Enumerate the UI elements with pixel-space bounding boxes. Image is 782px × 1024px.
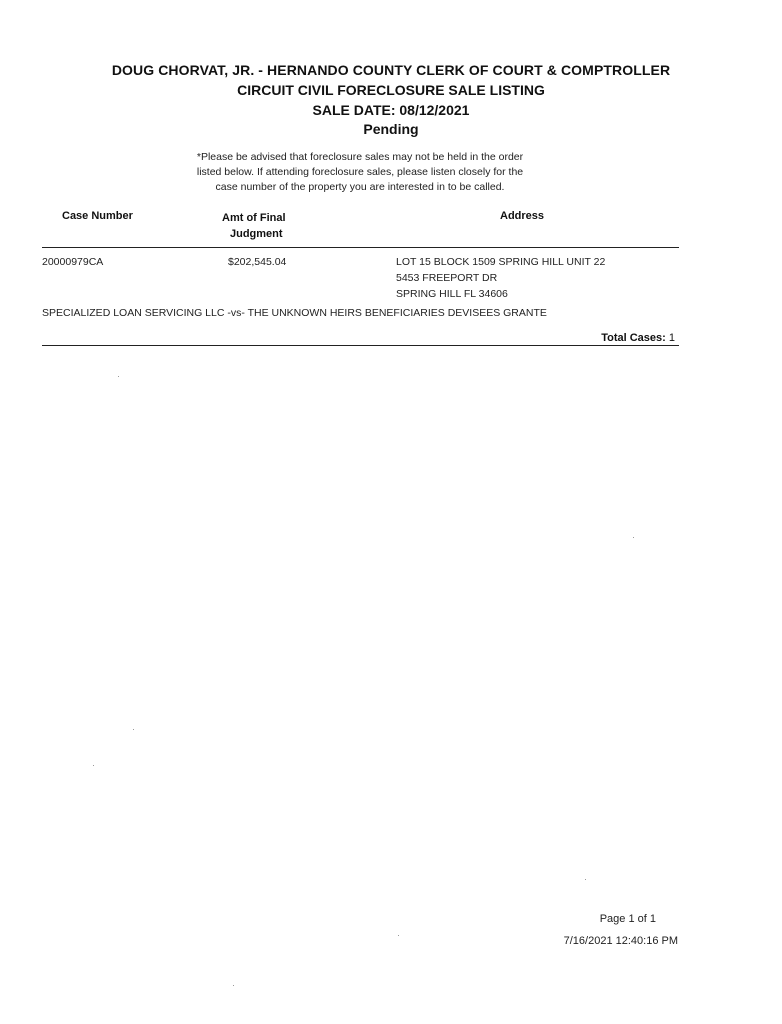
clerk-title: DOUG CHORVAT, JR. - HERNANDO COUNTY CLERK OF COURT & COMPTROLLER: [111, 62, 671, 78]
header-divider: [42, 247, 679, 248]
scan-speck: [133, 729, 134, 730]
column-header-amount-line2: Judgment: [230, 228, 283, 240]
total-cases-value: 1: [668, 332, 675, 344]
scan-speck: [585, 879, 586, 880]
footer-divider: [42, 345, 679, 346]
column-header-case-number: Case Number: [62, 210, 133, 222]
notice-line-2: listed below. If attending foreclosure sales, please listen closely for the: [196, 166, 524, 178]
column-header-amount: [222, 210, 286, 242]
page-number: Page 1 of 1: [599, 913, 656, 925]
column-header-address: Address: [500, 210, 545, 222]
total-cases: [601, 332, 675, 344]
scan-speck: [118, 376, 119, 377]
listing-title: CIRCUIT CIVIL FORECLOSURE SALE LISTING: [237, 82, 545, 98]
address-line-1: LOT 15 BLOCK 1509 SPRING HILL UNIT 22: [396, 256, 606, 268]
notice-line-1: *Please be advised that foreclosure sales may not be held in the order: [196, 151, 524, 163]
notice-line-3: case number of the property you are interested in to be called.: [215, 181, 505, 193]
sale-date: SALE DATE: 08/12/2021: [312, 102, 470, 118]
case-number: 20000979CA: [42, 256, 104, 268]
judgment-amount: $202,545.04: [228, 256, 287, 268]
scan-speck: [633, 537, 634, 538]
total-cases-label: Total Cases:: [601, 332, 666, 344]
print-timestamp: 7/16/2021 12:40:16 PM: [563, 935, 678, 947]
status-label: Pending: [363, 121, 419, 137]
column-header-amount-line1: Amt of Final: [222, 212, 286, 224]
scan-speck: [93, 765, 94, 766]
address-line-2: 5453 FREEPORT DR: [396, 272, 498, 284]
scan-speck: [233, 985, 234, 986]
case-parties: SPECIALIZED LOAN SERVICING LLC -vs- THE UNKNOWN HEIRS BENEFICIARIES DEVISEES GRANTE: [42, 307, 547, 319]
scan-speck: [398, 935, 399, 936]
address-line-3: SPRING HILL FL 34606: [396, 288, 508, 300]
